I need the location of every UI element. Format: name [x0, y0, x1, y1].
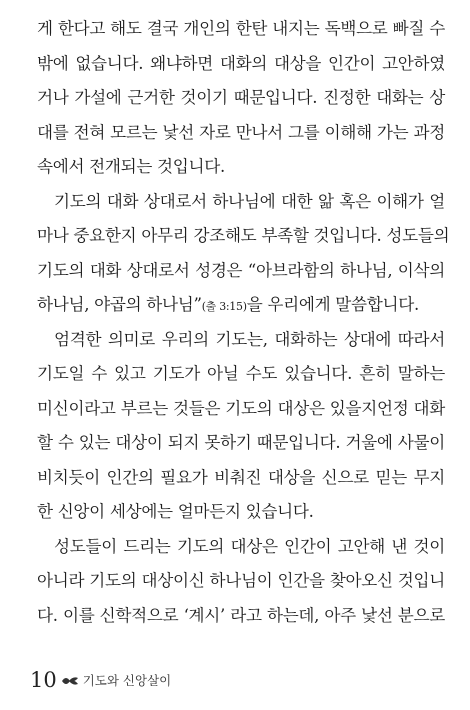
text-line: 기도의 대화 상대로서 하나님에 대한 앎 혹은 이해가 얼 [54, 191, 445, 211]
text-line: 다. 이를 신학적으로 ‘계시’ 라고 하는데, 아주 낯선 분으로 [37, 605, 445, 625]
scripture-reference: (출 3:15) [201, 300, 247, 313]
leaf-ornament-icon [61, 673, 79, 687]
text-line: 성도들이 드리는 기도의 대상은 인간이 고안해 낸 것이 [54, 536, 445, 556]
body-text [37, 12, 450, 633]
text-fragment: 하나님, 야곱의 하나님” [37, 295, 202, 314]
running-title: 기도와 신앙살이 [82, 673, 172, 688]
text-line: 마나 중요한지 아무리 강조해도 부족할 것입니다. 성도들의 [37, 226, 450, 245]
text-line: 게 한다고 해도 결국 개인의 한탄 내지는 독백으로 빠질 수 [37, 19, 445, 38]
text-line: 기도의 대화 상대로서 성경은 “아브라함의 하나님, 이삭의 [37, 260, 445, 280]
text-line: 기도일 수 있고 기도가 아닐 수도 있습니다. 흔히 말하는 [37, 364, 445, 383]
text-line: 거나 가설에 근거한 것이기 때문입니다. 진정한 대화는 상 [37, 88, 445, 107]
page-footer [30, 668, 171, 692]
text-fragment: 을 우리에게 말씀합니다. [246, 295, 419, 314]
paragraph-3 [37, 323, 445, 530]
paragraph-4 [37, 530, 445, 634]
paragraph-2 [37, 185, 450, 323]
text-line: 미신이라고 부르는 것들은 기도의 대상은 있을지언정 대화 [37, 398, 445, 418]
text-line: 엄격한 의미로 우리의 기도는, 대화하는 상대에 따라서 [54, 329, 445, 349]
paragraph-1 [37, 12, 445, 185]
text-line: 아니라 기도의 대상이신 하나님이 인간을 찾아오신 것입니 [37, 571, 445, 590]
text-line: 밖에 없습니다. 왜냐하면 대화의 대상을 인간이 고안하였 [37, 53, 445, 73]
text-line: 속에서 전개되는 것입니다. [37, 157, 225, 176]
text-line-with-reference [37, 288, 445, 323]
text-line: 한 신앙이 세상에는 얼마든지 있습니다. [37, 502, 314, 521]
text-line: 대를 전혀 모르는 낯선 자로 만나서 그를 이해해 가는 과정 [37, 122, 445, 142]
page-number: 10 [30, 668, 57, 692]
text-line: 비치듯이 인간의 필요가 비춰진 대상을 신으로 믿는 무지 [37, 467, 445, 487]
text-line: 할 수 있는 대상이 되지 못하기 때문입니다. 거울에 사물이 [37, 433, 445, 452]
